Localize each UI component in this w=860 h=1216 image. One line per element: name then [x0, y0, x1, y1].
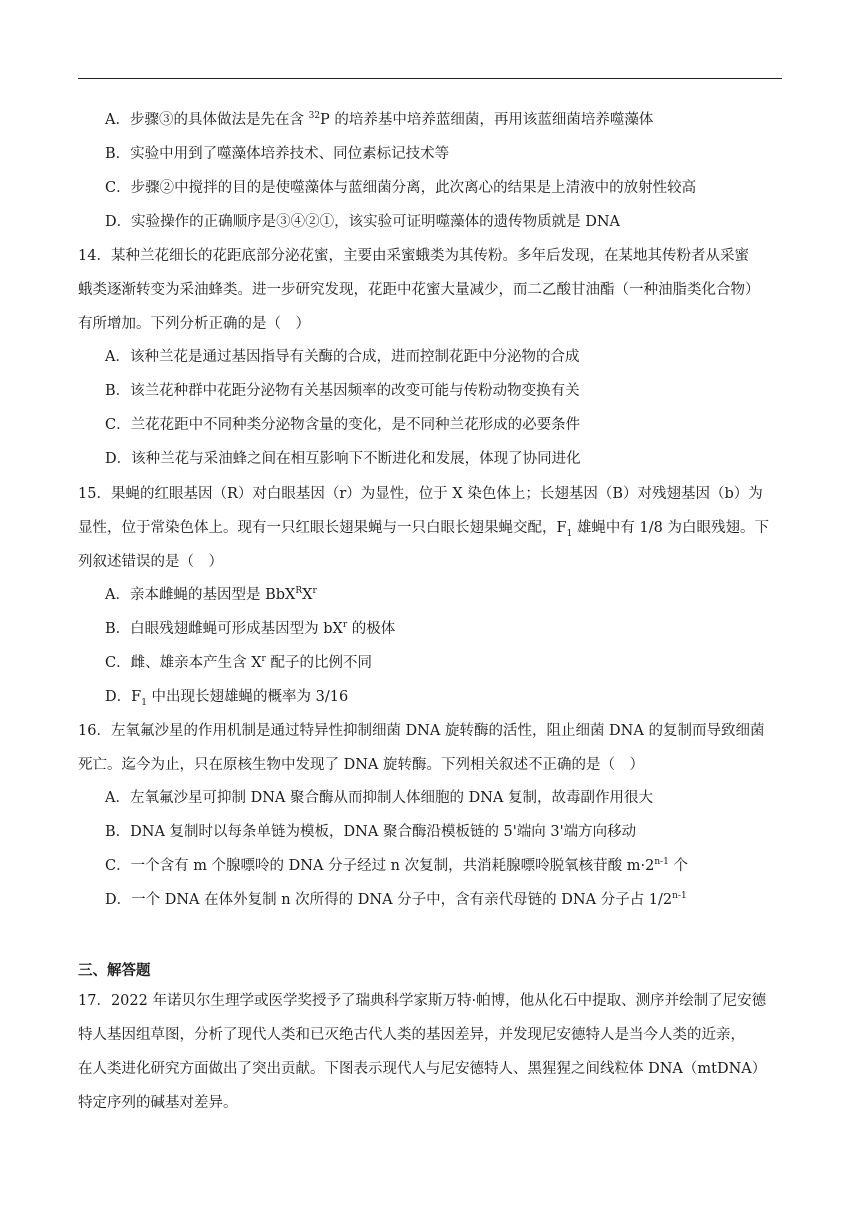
q15-stem-line-1: 15．果蝇的红眼基因（R）对白眼基因（r）为显性，位于 X 染色体上；长翅基因（B）对残翅基因（b）为 [78, 486, 763, 502]
q14-option-c: C．兰花花距中不同种类分泌物含量的变化，是不同种兰花形成的必要条件 [105, 417, 581, 433]
q16-option-d: D．一个 DNA 在体外复制 n 次所得的 DNA 分子中，含有亲代母链的 DNA 分子占 1/2$^{n-1}$ [105, 891, 687, 908]
q16-stem-line-2: 死亡。迄今为止，只在原核生物中发现了 DNA 旋转酶。下列相关叙述不正确的是（ ） [78, 757, 644, 773]
q16-option-c: C．一个含有 m 个腺嘌呤的 DNA 分子经过 n 次复制，共消耗腺嘌呤脱氧核苷酸 $m\cdot 2^{n-1}$ 个 [105, 857, 688, 874]
q15-option-d: D．$F_1$ 中出现长翅雄蝇的概率为 3/16 [105, 689, 349, 708]
q15-option-a: A．亲本雌蝇的基因型是 $BbX^RX^r$ [105, 586, 317, 603]
q15-option-b: B．白眼残翅雌蝇可形成基因型为 $bX^r$ 的极体 [105, 620, 396, 637]
q14-stem-line-1: 14．某种兰花细长的花距底部分泌花蜜，主要由采蜜蛾类为其传粉。多年后发现，在某地其传粉者从采蜜 [78, 248, 749, 264]
q14-option-d: D．该种兰花与采油蜂之间在相互影响下不断进化和发展，体现了协同进化 [105, 451, 581, 467]
q14-stem-line-3: 有所增加。下列分析正确的是（ ） [78, 316, 310, 332]
q15-option-c: C．雌、雄亲本产生含 $X^r$ 配子的比例不同 [105, 654, 372, 671]
q14-option-b: B．该兰花种群中花距分泌物有关基因频率的改变可能与传粉动物变换有关 [105, 383, 580, 399]
q17-stem-line-4: 特定序列的碱基对差异。 [78, 1095, 238, 1111]
q14-option-a: A．该种兰花是通过基因指导有关酶的合成，进而控制花距中分泌物的合成 [105, 349, 580, 365]
q13-option-d: D．实验操作的正确顺序是③④②①，该实验可证明噬藻体的遗传物质就是 DNA [105, 214, 621, 230]
q15-stem-line-2: 显性，位于常染色体上。现有一只红眼长翅果蝇与一只白眼长翅果蝇交配，$F_1$ 雄蝇中有 1/8 为白眼残翅。下 [78, 520, 769, 539]
q13-option-c: C．步骤②中搅拌的目的是使噬藻体与蓝细菌分离，此次离心的结果是上清液中的放射性较高 [105, 180, 697, 196]
q14-stem-line-2: 蛾类逐渐转变为采油蜂类。进一步研究发现，花距中花蜜大量减少，而二乙酸甘油酯（一种油脂类化合物） [78, 282, 760, 298]
q13-option-b: B．实验中用到了噬藻体培养技术、同位素标记技术等 [105, 146, 450, 162]
q15-stem-line-3: 列叙述错误的是（ ） [78, 554, 223, 570]
q13-option-a: A．步骤③的具体做法是先在含 $^{32}$P 的培养基中培养蓝细菌，再用该蓝细菌培养噬藻体 [105, 111, 654, 128]
section-title: 三、解答题 [78, 962, 151, 979]
q16-option-a: A．左氧氟沙星可抑制 DNA 聚合酶从而抑制人体细胞的 DNA 复制，故毒副作用很大 [105, 790, 653, 806]
q17-stem-line-2: 特人基因组草图，分析了现代人类和已灭绝古代人类的基因差异，并发现尼安德特人是当今人类的近亲， [78, 1027, 745, 1043]
q17-stem-line-1: 17．2022 年诺贝尔生理学或医学奖授予了瑞典科学家斯万特·帕博，他从化石中提取、测序并绘制了尼安德 [78, 993, 767, 1009]
header-rule [78, 78, 782, 79]
q16-option-b: B．DNA 复制时以每条单链为模板，DNA 聚合酶沿模板链的 5'端向 3'端方向移动 [105, 824, 637, 840]
q16-stem-line-1: 16．左氧氟沙星的作用机制是通过特异性抑制细菌 DNA 旋转酶的活性，阻止细菌 DNA 的复制而导致细菌 [78, 723, 765, 739]
q17-stem-line-3: 在人类进化研究方面做出了突出贡献。下图表示现代人与尼安德特人、黑猩猩之间线粒体 DNA（mtDNA） [78, 1061, 767, 1077]
